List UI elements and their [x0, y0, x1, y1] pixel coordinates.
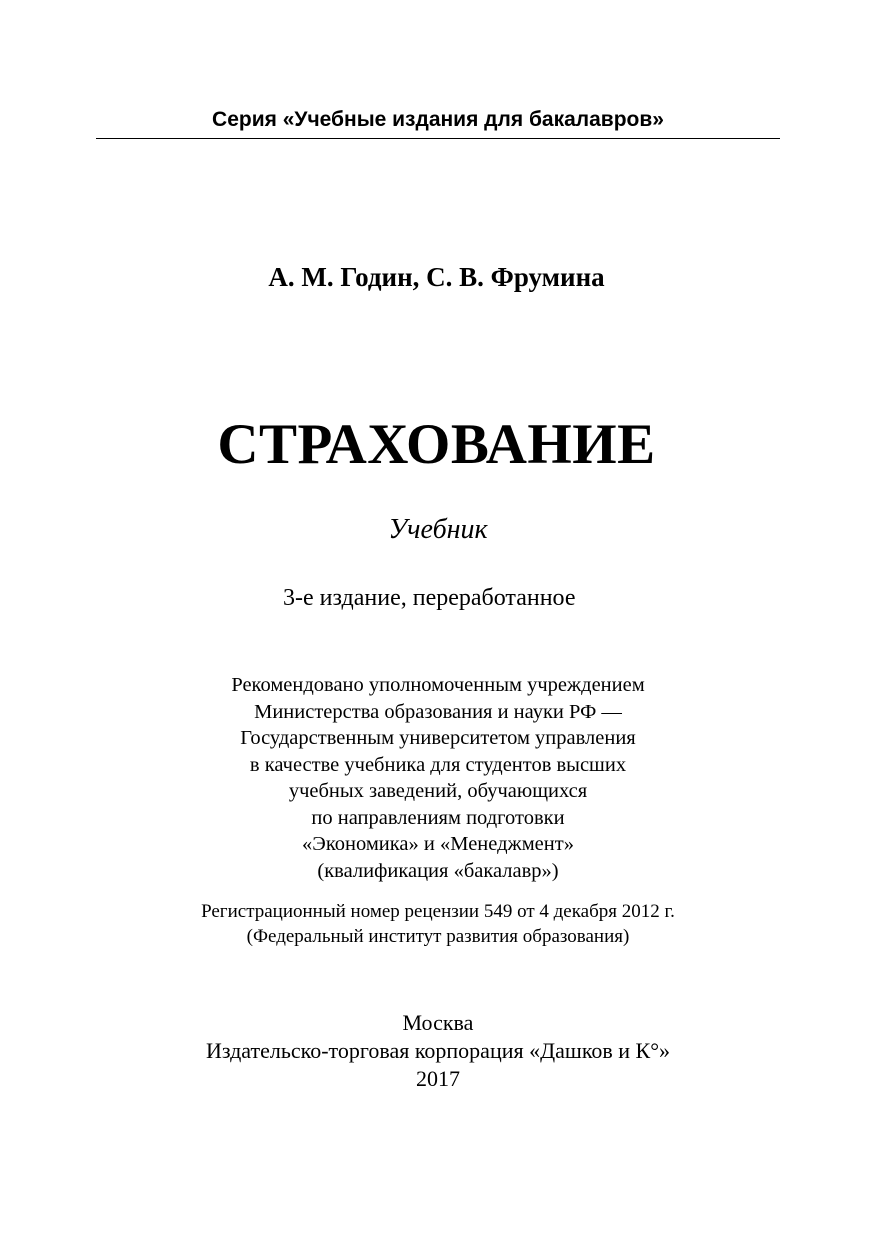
publisher-city: Москва — [402, 1010, 474, 1035]
series-divider — [96, 138, 780, 139]
series-title: Серия «Учебные издания для бакалавров» — [212, 108, 664, 131]
recommendation-line: по направлениям подготовки — [311, 806, 565, 829]
registration-line: Регистрационный номер рецензии 549 от 4 декабря 2012 г. — [201, 901, 675, 922]
recommendation-line: Министерства образования и науки РФ — — [254, 700, 622, 723]
recommendation-line: в качестве учебника для студентов высших — [249, 753, 627, 776]
book-title: СТРАХОВАНИЕ — [217, 413, 656, 476]
authors: А. М. Годин, С. В. Фрумина — [268, 262, 605, 292]
publication-year: 2017 — [416, 1066, 460, 1091]
publisher-block — [0, 1009, 876, 1093]
recommendation-line: Рекомендовано уполномоченным учреждением — [231, 674, 645, 696]
recommendation-line: Государственным университетом управления — [240, 727, 636, 749]
registration-line: (Федеральный институт развития образования) — [246, 926, 630, 947]
recommendation-block — [0, 672, 876, 884]
recommendation-line: (квалификация «бакалавр») — [317, 859, 559, 882]
recommendation-line: учебных заведений, обучающихся — [288, 780, 588, 802]
recommendation-line: «Экономика» и «Менеджмент» — [302, 833, 574, 855]
edition-note: 3-е издание, переработанное — [283, 585, 576, 611]
book-subtitle: Учебник — [388, 514, 488, 545]
publisher-name: Издательско-торговая корпорация «Дашков и К°» — [205, 1038, 671, 1063]
registration-block — [0, 899, 876, 949]
